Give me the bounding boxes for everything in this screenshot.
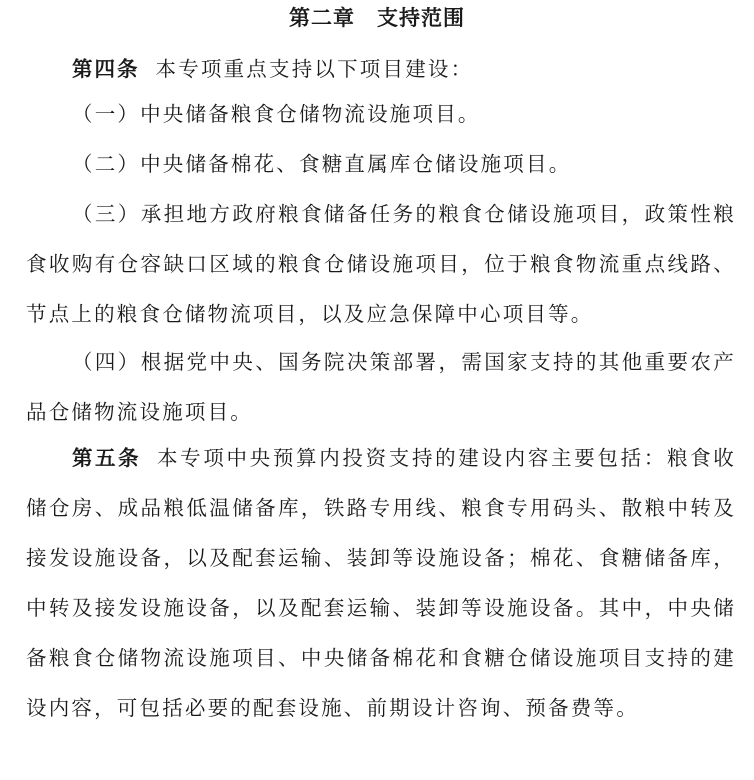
item-3-paragraph: （三）承担地方政府粮食储备任务的粮食仓储设施项目，政策性粮食收购有仓容缺口区域的粮食仓储设施项目，位于粮食物流重点线路、节点上的粮食仓储物流项目，以及应急保障中心项目等。 <box>26 202 736 326</box>
chapter-title: 第二章 支持范围 <box>289 6 465 30</box>
article-5-paragraph <box>26 433 736 733</box>
item-1-paragraph: （一）中央储备粮食仓储物流设施项目。 <box>72 102 481 126</box>
article-5-text: 本专项中央预算内投资支持的建设内容主要包括：粮食收储仓房、成品粮低温储备库，铁路专用线、粮食专用码头、散粮中转及接发设施设备，以及配套运输、装卸等设施设备；棉花、食糖储备库，中转及接发设施设备，以及配套运输、装卸等设施设备。其中，中央储备粮食仓储物流设施项目、中央储备棉花和食糖仓储设施项目支持的建设内容，可包括必要的配套设施、前期设计咨询、预备费等。 <box>26 446 737 720</box>
item-4-paragraph: （四）根据党中央、国务院决策部署，需国家支持的其他重要农产品仓储物流设施项目。 <box>26 350 736 424</box>
article-4-label: 第四条 <box>72 57 140 81</box>
article-5-label: 第五条 <box>72 446 141 470</box>
article-4-text: 本专项重点支持以下项目建设： <box>155 57 474 81</box>
article-4-paragraph <box>26 44 736 94</box>
item-2-paragraph: （二）中央储备棉花、食糖直属库仓储设施项目。 <box>72 152 572 176</box>
